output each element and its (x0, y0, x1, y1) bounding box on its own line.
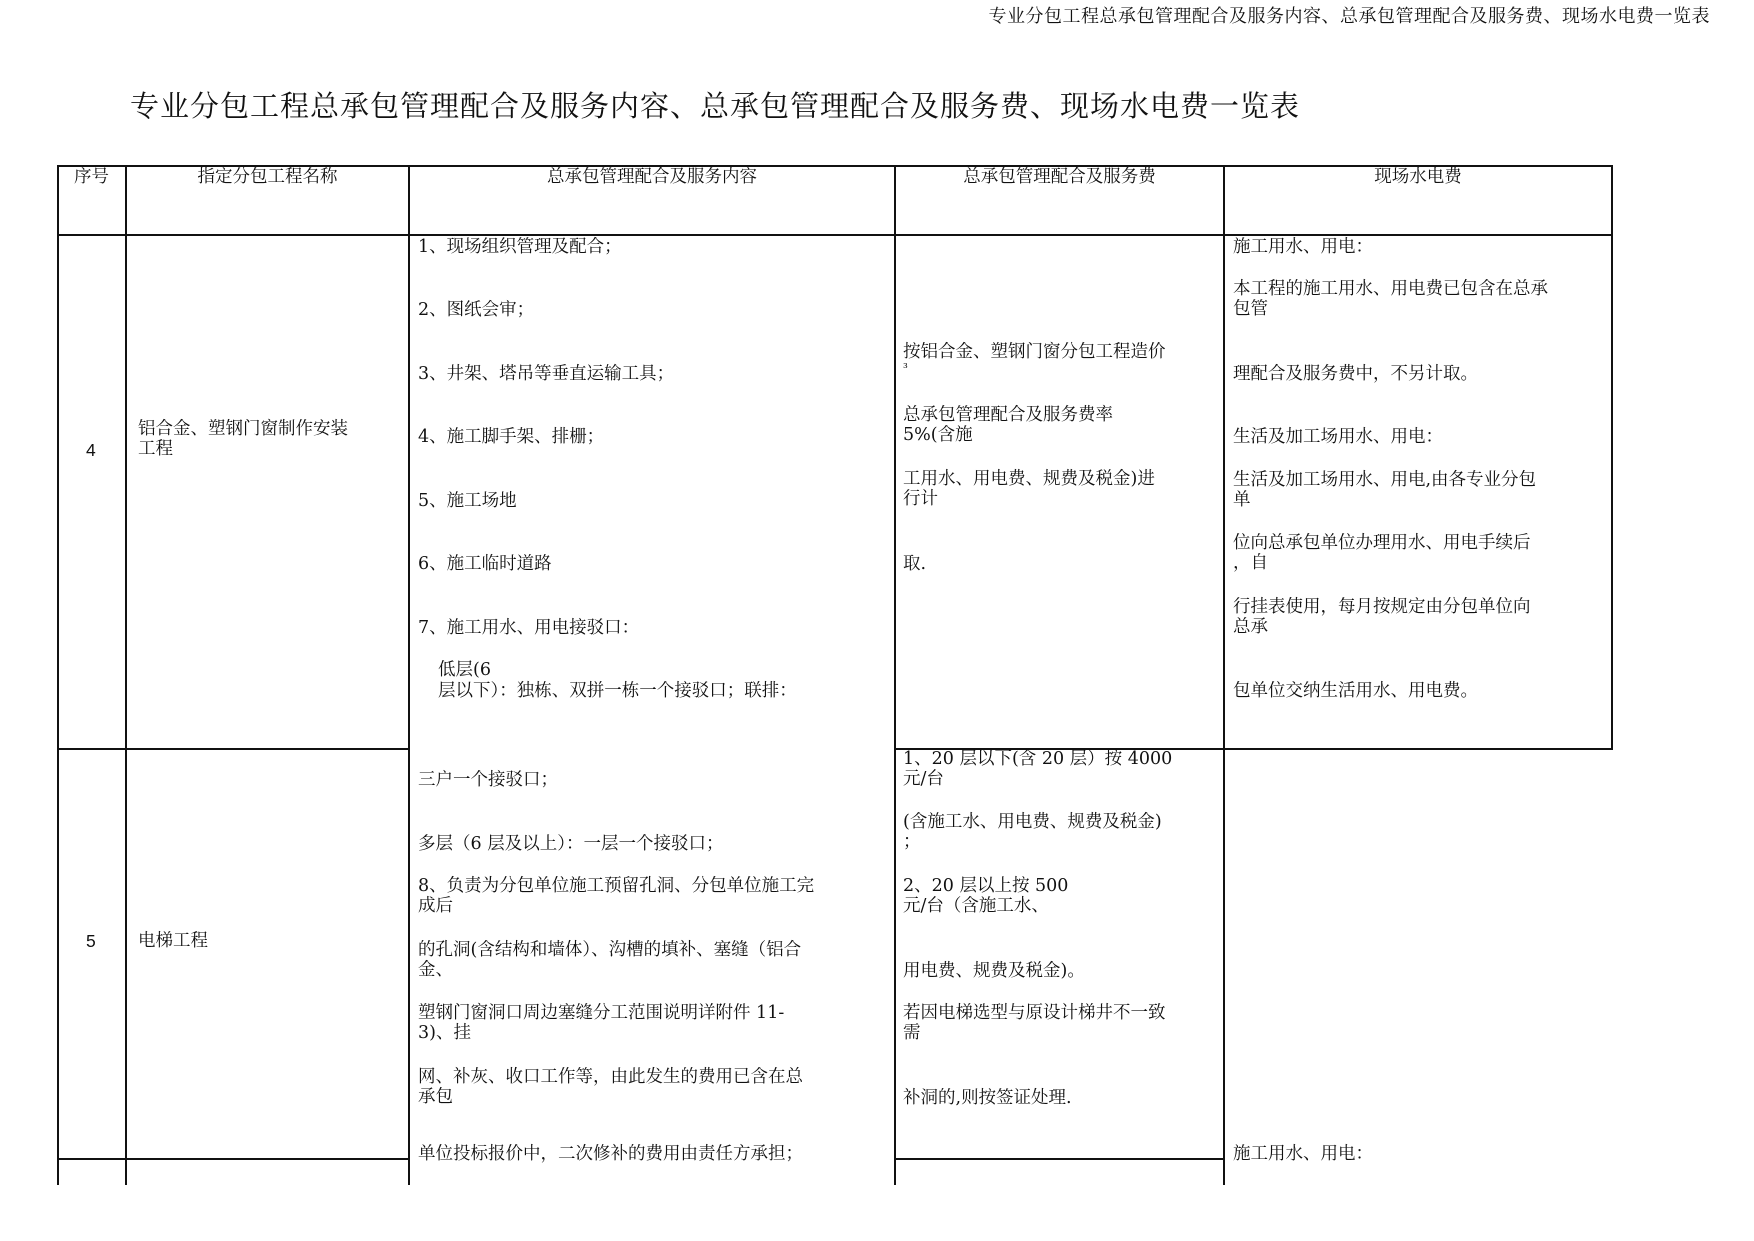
row4-fee-line: 总承包管理配合及服务费率 (903, 405, 1113, 425)
row4-content-item: 6、施工临时道路 (418, 554, 552, 574)
row5-fee-line: 元/台（含施工水、 (903, 896, 1049, 916)
row4-utilities-line: 行挂表使用，每月按规定由分包单位向 (1233, 597, 1531, 617)
row5-fee-line: 若因电梯选型与原设计梯井不一致 (903, 1003, 1166, 1023)
row4-utilities-line: 位向总承包单位办理用水、用电手续后 (1233, 533, 1531, 553)
row4-content-item: 5、施工场地 (418, 491, 517, 511)
row4-name-line2: 工程 (138, 439, 173, 459)
row5-content-line: 网、补灰、收口工作等，由此发生的费用已含在总 (418, 1067, 803, 1087)
col-border-3 (894, 165, 896, 1185)
row5-content-line: 承包 (418, 1087, 453, 1107)
col-border-2 (408, 165, 410, 1185)
row4-utilities-line: 生活及加工场用水、用电,由各专业分包 (1233, 470, 1537, 490)
row4-utilities-line: 单 (1233, 490, 1251, 510)
row4-utilities-line: 理配合及服务费中，不另计取。 (1233, 364, 1478, 384)
row5-content-line: 三户一个接驳口； (418, 770, 558, 790)
col-border-4 (1223, 165, 1225, 1185)
row5-fee-line: 2、20 层以上按 500 (903, 876, 1069, 896)
row4-utilities-line: 本工程的施工用水、用电费已包含在总承 (1233, 279, 1548, 299)
col-border-1 (125, 165, 127, 1185)
row4-content-item: 2、图纸会审； (418, 300, 535, 320)
row4-utilities-line: 包单位交纳生活用水、用电费。 (1233, 681, 1478, 701)
row5-fee-line: 补洞的,则按签证处理. (903, 1088, 1072, 1108)
row5-content-line: 3)、挂 (418, 1023, 471, 1043)
row4-content-sub: 层以下）：独栋、双拼一栋一个接驳口；联排： (438, 681, 797, 701)
row4-no: 4 (86, 440, 96, 460)
row5-content-line: 金、 (418, 960, 453, 980)
row4-utilities-line: 包管 (1233, 299, 1268, 319)
row4-fee-line: ³ (903, 361, 908, 375)
running-header: 专业分包工程总承包管理配合及服务内容、总承包管理配合及服务费、现场水电费一览表 (988, 6, 1710, 27)
row4-content-item: 4、施工脚手架、排栅； (418, 427, 605, 447)
row4-fee-line: 取. (903, 554, 927, 574)
row4-utilities-line: 施工用水、用电： (1233, 237, 1373, 257)
header-cell-name: 指定分包工程名称 (197, 167, 338, 187)
row5-content-line: 成后 (418, 896, 453, 916)
row5-fee-line: 元/台 (903, 769, 944, 789)
header-bottom-border (57, 234, 1613, 236)
row4-utilities-line: 总承 (1233, 617, 1268, 637)
row5-fee-line: ； (903, 832, 921, 852)
header-cell-no: 序号 (74, 167, 109, 187)
row5-content-line: 单位投标报价中，二次修补的费用由责任方承担； (418, 1144, 803, 1164)
row4-utilities-line: ，自 (1233, 553, 1268, 573)
header-cell-utilities: 现场水电费 (1374, 167, 1462, 187)
row4-fee-line: 5%(含施 (903, 425, 973, 445)
row5-content-line: 塑钢门窗洞口周边塞缝分工范围说明详附件 11- (418, 1003, 785, 1023)
header-cell-content: 总承包管理配合及服务内容 (547, 167, 757, 187)
row4-fee-line: 按铝合金、塑钢门窗分包工程造价 (903, 342, 1166, 362)
page-title: 专业分包工程总承包管理配合及服务内容、总承包管理配合及服务费、现场水电费一览表 (130, 89, 1301, 123)
col-border-5 (1611, 165, 1613, 750)
row4-fee-line: 工用水、用电费、规费及税金)进 (903, 469, 1155, 489)
row5-fee-line: (含施工水、用电费、规费及税金) (903, 812, 1162, 832)
row5-fee-line: 需 (903, 1023, 921, 1043)
col-border-0 (57, 165, 59, 1185)
row5-content-line: 8、负责为分包单位施工预留孔洞、分包单位施工完 (418, 876, 815, 896)
row5-fee-line: 1、20 层以下(含 20 层）按 4000 (903, 749, 1173, 769)
row4-content-item: 1、现场组织管理及配合； (418, 237, 622, 257)
header-cell-fee: 总承包管理配合及服务费 (963, 167, 1156, 187)
row5-content-line: 多层（6 层及以上）：一层一个接驳口； (418, 834, 724, 854)
row4-fee-line: 行计 (903, 489, 938, 509)
row5-fee-line: 用电费、规费及税金)。 (903, 961, 1085, 981)
row5-bottom-fee-border (895, 1158, 1225, 1160)
row4-name-line1: 铝合金、塑钢门窗制作安装 (138, 419, 348, 439)
row4-content-item: 7、施工用水、用电接驳口： (418, 618, 640, 638)
row4-content-item: 3、井架、塔吊等垂直运输工具； (418, 364, 675, 384)
row4-utilities-line: 生活及加工场用水、用电： (1233, 427, 1443, 447)
row5-bottom-left-border (57, 1158, 410, 1160)
row5-content-line: 的孔洞(含结构和墙体）、沟槽的填补、塞缝（铝合 (418, 940, 802, 960)
row5-no: 5 (86, 931, 96, 951)
row5-utilities-line: 施工用水、用电： (1233, 1144, 1373, 1164)
row4-bottom-left-border (57, 748, 410, 750)
row4-content-sub: 低层(6 (438, 660, 491, 680)
row5-name: 电梯工程 (138, 931, 208, 951)
